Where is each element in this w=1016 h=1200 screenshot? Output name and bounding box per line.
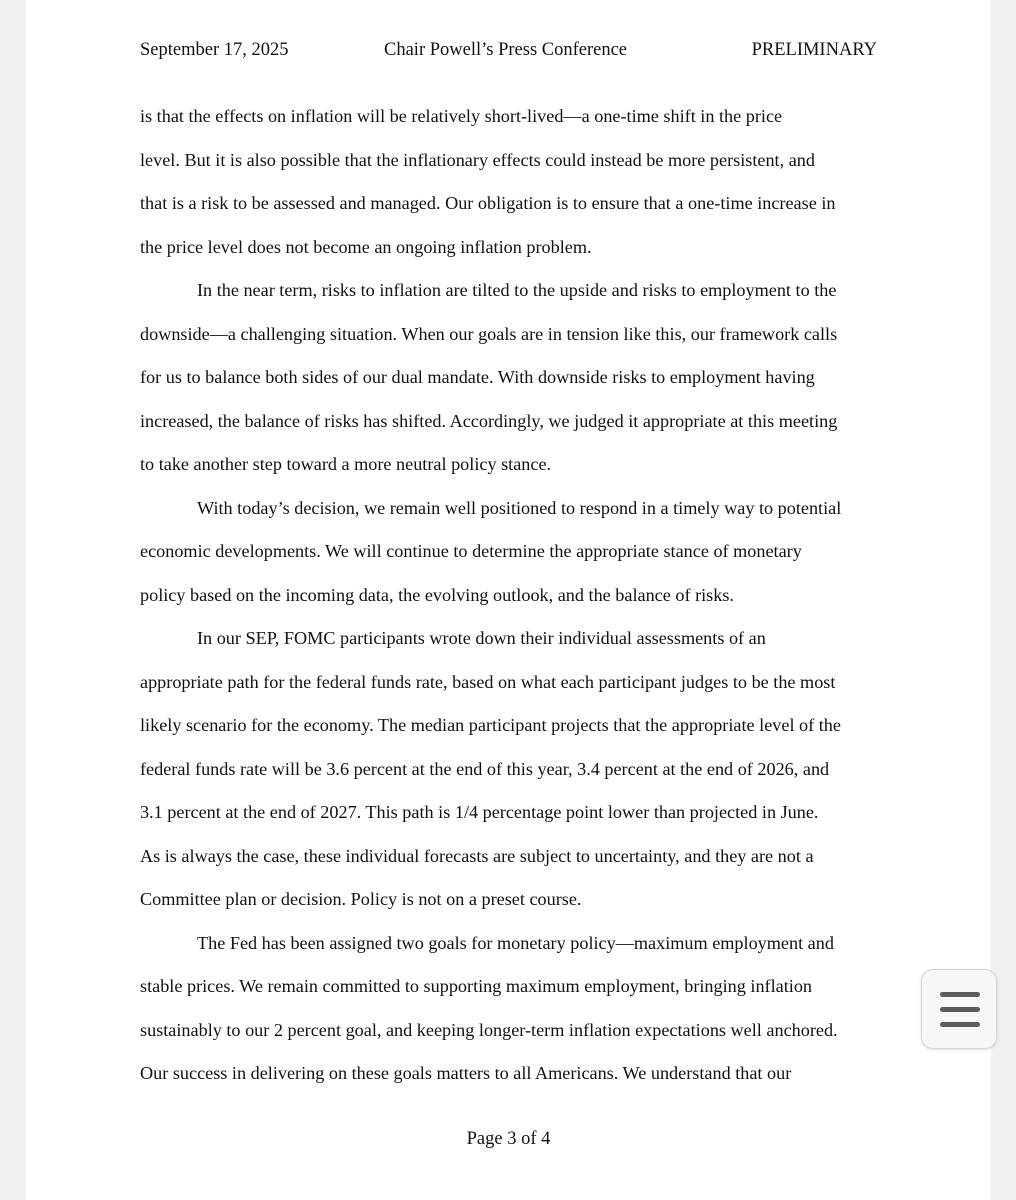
body-line: sustainably to our 2 percent goal, and keeping longer-term inflation expectations well anchored. (140, 1019, 838, 1040)
body-line: is that the effects on inflation will be relatively short-lived—a one-time shift in the price (140, 106, 783, 126)
header-title: Chair Powell’s Press Conference (384, 40, 628, 60)
body-line: for us to balance both sides of our dual mandate. With downside risks to employment having (140, 367, 815, 387)
body-line: to take another step toward a more neutral policy stance. (140, 454, 552, 474)
document-body (140, 95, 880, 1096)
body-line: economic developments. We will continue to determine the appropriate stance of monetary (140, 541, 802, 561)
body-line: The Fed has been assigned two goals for monetary policy—maximum employment and (197, 932, 834, 953)
body-line: likely scenario for the economy. The median participant projects that the appropriate level of the (140, 715, 841, 735)
body-line: increased, the balance of risks has shifted. Accordingly, we judged it appropriate at this meeting (140, 410, 838, 431)
header-status: PRELIMINARY (751, 40, 877, 60)
header-date: September 17, 2025 (140, 40, 289, 60)
body-line: In the near term, risks to inflation are tilted to the upside and risks to employment to the (197, 280, 837, 300)
body-line: In our SEP, FOMC participants wrote down their individual assessments of an (197, 628, 766, 648)
body-line: With today’s decision, we remain well positioned to respond in a timely way to potential (197, 497, 842, 518)
body-line: level. But it is also possible that the inflationary effects could instead be more persistent, and (140, 149, 815, 170)
document-page (26, 0, 991, 1200)
body-line: that is a risk to be assessed and managed. Our obligation is to ensure that a one-time increase in (140, 193, 836, 213)
page-number: Page 3 of 4 (466, 1129, 551, 1149)
body-line: policy based on the incoming data, the evolving outlook, and the balance of risks. (140, 584, 734, 605)
body-line: appropriate path for the federal funds rate, based on what each participant judges to be the most (140, 671, 836, 692)
body-line: the price level does not become an ongoing inflation problem. (140, 236, 592, 257)
body-line: federal funds rate will be 3.6 percent at the end of this year, 3.4 percent at the end of 2026, and (140, 758, 830, 779)
body-line: downside—a challenging situation. When our goals are in tension like this, our framework calls (140, 323, 838, 344)
body-line: stable prices. We remain committed to supporting maximum employment, bringing inflation (140, 976, 813, 996)
body-line: 3.1 percent at the end of 2027. This path is 1/4 percentage point lower than projected in June. (140, 802, 819, 822)
page-header (140, 40, 877, 66)
menu-button[interactable] (921, 969, 997, 1049)
body-line: Our success in delivering on these goals matters to all Americans. We understand that our (140, 1063, 792, 1083)
body-line: Committee plan or decision. Policy is not on a preset course. (140, 889, 582, 909)
body-line: As is always the case, these individual forecasts are subject to uncertainty, and they are not a (140, 845, 814, 866)
